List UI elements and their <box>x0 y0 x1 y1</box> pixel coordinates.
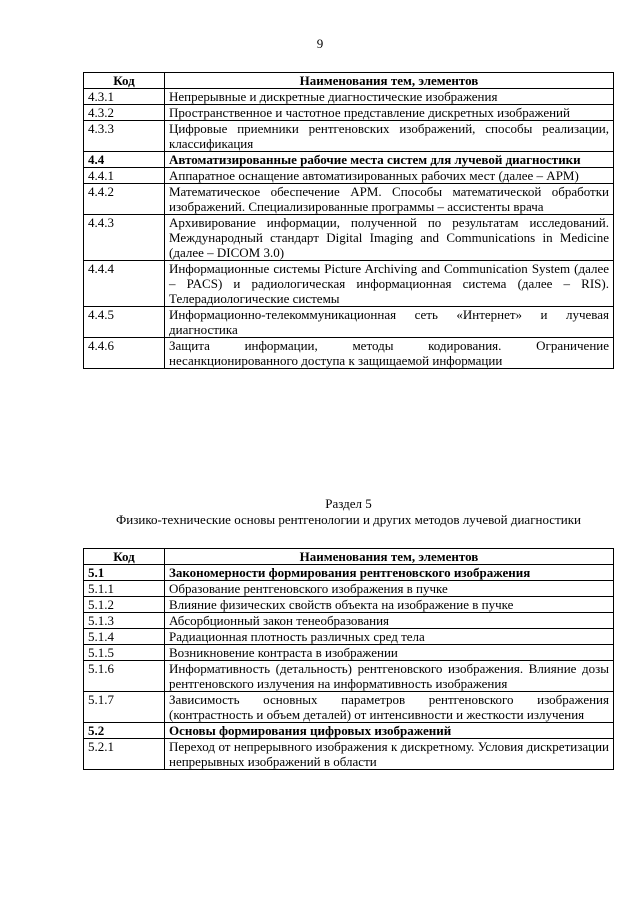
table-header-row <box>84 73 614 89</box>
topic-code: 5.1.4 <box>84 629 165 645</box>
table-row <box>84 215 614 261</box>
table-row <box>84 307 614 338</box>
topic-code: 5.1.1 <box>84 581 165 597</box>
section-label: Раздел 5 <box>325 496 372 511</box>
table-row <box>84 89 614 105</box>
topic-name: Аппаратное оснащение автоматизированных рабочих мест (далее – АРМ) <box>165 168 614 184</box>
topic-name: Образование рентгеновского изображения в пучке <box>165 581 614 597</box>
table-row <box>84 338 614 369</box>
table-header-row <box>84 549 614 565</box>
topic-name: Архивирование информации, полученной по результатам исследований. Международный стандарт Digital Imaging and Communications in Medicine (далее – DICOM 3.0) <box>165 215 614 261</box>
table-row <box>84 645 614 661</box>
topic-code: 5.2.1 <box>84 739 165 770</box>
table-row <box>84 184 614 215</box>
column-header-code: Код <box>84 549 165 565</box>
topic-name: Пространственное и частотное представление дискретных изображений <box>165 105 614 121</box>
table-row <box>84 739 614 770</box>
topic-name: Цифровые приемники рентгеновских изображений, способы реализации, классификация <box>165 121 614 152</box>
table-row <box>84 121 614 152</box>
table-row <box>84 661 614 692</box>
table-row <box>84 723 614 739</box>
topic-code: 5.1.2 <box>84 597 165 613</box>
topic-code: 5.2 <box>84 723 165 739</box>
table-row <box>84 105 614 121</box>
topic-name: Закономерности формирования рентгеновского изображения <box>165 565 614 581</box>
topic-code: 5.1.7 <box>84 692 165 723</box>
page-number: 9 <box>316 36 324 51</box>
topic-name: Возникновение контраста в изображении <box>165 645 614 661</box>
topic-name: Математическое обеспечение АРМ. Способы математической обработки изображений. Специализированные программы – ассистенты врача <box>165 184 614 215</box>
table-row <box>84 168 614 184</box>
column-header-name: Наименования тем, элементов <box>165 549 614 565</box>
topic-code: 4.3.2 <box>84 105 165 121</box>
topic-code: 5.1.5 <box>84 645 165 661</box>
topic-code: 4.4.4 <box>84 261 165 307</box>
topics-table-2 <box>83 548 614 770</box>
topic-name: Информативность (детальность) рентгеновского изображения. Влияние дозы рентгеновского излучения на информативность изображения <box>165 661 614 692</box>
table-row <box>84 613 614 629</box>
table-row <box>84 597 614 613</box>
table-row <box>84 565 614 581</box>
topic-name: Непрерывные и дискретные диагностические изображения <box>165 89 614 105</box>
table-row <box>84 581 614 597</box>
topic-code: 4.4.6 <box>84 338 165 369</box>
topic-code: 4.3.1 <box>84 89 165 105</box>
topic-name: Автоматизированные рабочие места систем для лучевой диагностики <box>165 152 614 168</box>
table-row <box>84 629 614 645</box>
topic-name: Информационно-телекоммуникационная сеть «Интернет» и лучевая диагностика <box>165 307 614 338</box>
topic-code: 4.3.3 <box>84 121 165 152</box>
topic-name: Зависимость основных параметров рентгеновского изображения (контрастность и объем деталей) от интенсивности и жесткости излучения <box>165 692 614 723</box>
topic-name: Защита информации, методы кодирования. Ограничение несанкционированного доступа к защищаемой информации <box>165 338 614 369</box>
topic-code: 5.1.6 <box>84 661 165 692</box>
table-row <box>84 692 614 723</box>
topic-code: 4.4.3 <box>84 215 165 261</box>
table-row <box>84 261 614 307</box>
column-header-name: Наименования тем, элементов <box>165 73 614 89</box>
topic-code: 4.4.5 <box>84 307 165 338</box>
topic-code: 5.1 <box>84 565 165 581</box>
topics-table-1 <box>83 72 614 369</box>
column-header-code: Код <box>84 73 165 89</box>
topic-name: Абсорбционный закон тенеобразования <box>165 613 614 629</box>
topic-name: Основы формирования цифровых изображений <box>165 723 614 739</box>
topic-code: 4.4.1 <box>84 168 165 184</box>
section-heading <box>83 496 614 528</box>
table-row <box>84 152 614 168</box>
topic-code: 4.4.2 <box>84 184 165 215</box>
topic-code: 4.4 <box>84 152 165 168</box>
topic-name: Влияние физических свойств объекта на изображение в пучке <box>165 597 614 613</box>
topic-code: 5.1.3 <box>84 613 165 629</box>
section-title: Физико-технические основы рентгенологии и других методов лучевой диагностики <box>116 512 581 527</box>
topic-name: Переход от непрерывного изображения к дискретному. Условия дискретизации непрерывных изображений в области <box>165 739 614 770</box>
topic-name: Информационные системы Picture Archiving and Communication System (далее – PACS) и радиологическая информационная система (далее – RIS). Телерадиологические системы <box>165 261 614 307</box>
topic-name: Радиационная плотность различных сред тела <box>165 629 614 645</box>
